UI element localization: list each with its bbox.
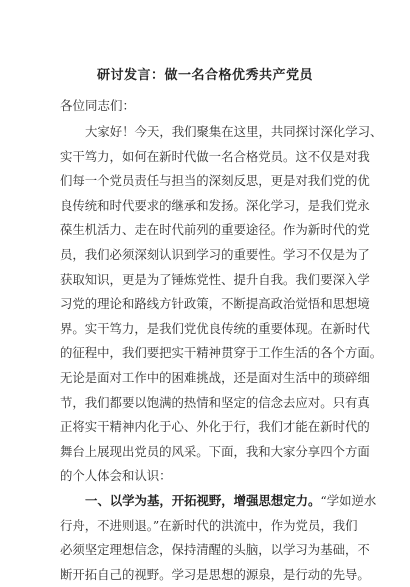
paragraph-line: 界。实干笃力，是我们党优良传统的重要体现。在新时代 [60, 320, 370, 336]
paragraph-line: 无论是面对工作中的困难挑战，还是面对生活中的琐碎细 [60, 369, 370, 385]
section-heading-line [60, 489, 377, 514]
paragraph-line: 行舟，不进则退。”在新时代的洪流中，作为党员，我们 [60, 517, 358, 533]
paragraph-line: 正将实干精神内化于心、外化于行，我们才能在新时代的 [60, 419, 370, 435]
paragraph-line: 习党的理论和路线方针政策，不断提高政治觉悟和思想境 [60, 296, 370, 312]
paragraph-line: 大家好！今天，我们聚集在这里，共同探讨深化学习、 [85, 124, 383, 139]
paragraph-line: 必须坚定理想信念，保持清醒的头脑，以学习为基础，不 [60, 542, 370, 558]
paragraph-line: 断开拓自己的视野。学习是思想的源泉，是行动的先导。 [60, 566, 370, 582]
paragraph-line: 的征程中，我们要把实干精神贯穿于工作生活的各个方面。 [60, 345, 383, 361]
paragraph-line: 的个人体会和认识： [60, 468, 172, 484]
paragraph-line: 舞台上展现出党员的风采。下面，我和大家分享四个方面 [60, 443, 370, 459]
salutation: 各位同志们： [60, 98, 136, 113]
document-body [60, 120, 383, 587]
section-heading: 一、以学为基，开拓视野，增强思想定力。 [85, 492, 321, 508]
paragraph-line: 获取知识，更是为了锤炼党性、提升自我。我们要深入学 [60, 271, 370, 287]
document-title: 研讨发言：做一名合格优秀共产党员 [96, 68, 313, 83]
paragraph-line: 实干笃力，如何在新时代做一名合格党员。这不仅是对我 [60, 148, 370, 164]
paragraph-line: 们每一个党员责任与担当的深刻反思，更是对我们党的优 [60, 173, 370, 189]
paragraph-line: 节，我们都要以饱满的热情和坚定的信念去应对。只有真 [60, 394, 370, 410]
paragraph-line: 员，我们必须深刻认识到学习的重要性。学习不仅是为了 [60, 246, 370, 262]
paragraph-line: 葆生机活力、走在时代前列的重要途径。作为新时代的党 [60, 222, 370, 238]
paragraph-line: 良传统和时代要求的继承和发扬。深化学习，是我们党永 [60, 197, 370, 213]
section-heading-rest: “学如逆水 [320, 492, 377, 508]
